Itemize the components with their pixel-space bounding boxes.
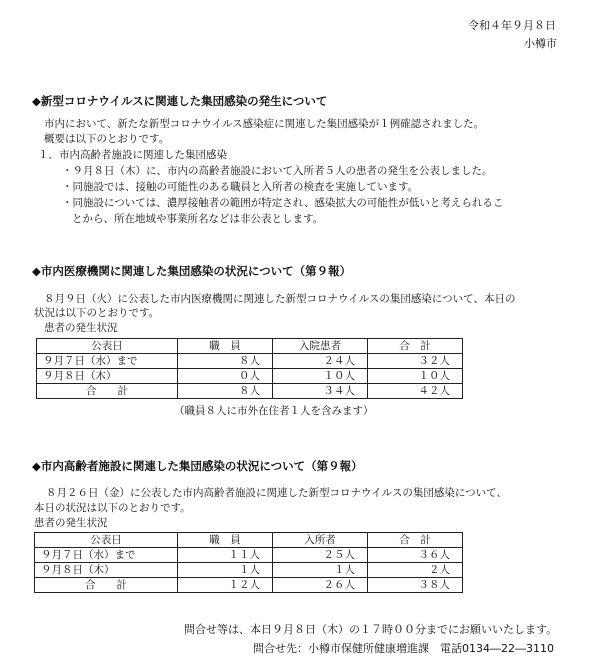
row-total: ３８人 — [368, 578, 463, 593]
header-residents: 入所者 — [273, 533, 368, 548]
row-date: ９月７日（水）まで — [35, 548, 178, 563]
header-total: 合 計 — [368, 533, 463, 548]
row-total: ３６人 — [368, 548, 463, 563]
inquiry-deadline: 問合せ等は、本日９月８日（木）の１７時００分までにお願いいたします。 — [184, 623, 558, 636]
header-date: 公表日 — [37, 339, 178, 354]
table-row — [37, 369, 463, 384]
section1-bullet-1: ・９月８日（木）に、市内の高齢者施設において入所者５人の患者の発生を公表しました。 — [62, 165, 493, 177]
row-staff: １１人 — [178, 548, 273, 563]
table-row — [35, 548, 463, 563]
section1-intro-line1: 市内において、新たな新型コロナウイルス感染症に関連した集団感染が１例確認されました。 — [44, 118, 485, 130]
row-residents: ２５人 — [273, 548, 368, 563]
issuer-city: 小樽市 — [524, 37, 557, 50]
row-date: ９月７日（水）まで — [37, 354, 178, 369]
row-staff: ８人 — [178, 354, 273, 369]
row-date: ９月８日（木） — [35, 563, 178, 578]
medical-cluster-table — [36, 338, 463, 399]
row-staff: ８人 — [178, 384, 273, 399]
section1-bullet-3: ・同施設については、濃厚接触者の範囲が特定され、感染拡大の可能性が低いと考えられるこ — [62, 197, 504, 209]
row-total: ２人 — [368, 563, 463, 578]
table-total-row — [37, 384, 463, 399]
row-total: ３２人 — [368, 354, 463, 369]
section2-table-caption: 患者の発生状況 — [44, 322, 118, 334]
section2-title: ◆市内医療機関に関連した集団感染の状況について（第９報） — [32, 264, 352, 278]
row-date: 合 計 — [35, 578, 178, 593]
row-inpatients: ３４人 — [273, 384, 368, 399]
row-staff: １２人 — [178, 578, 273, 593]
row-total: ４２人 — [368, 384, 463, 399]
header-staff: 職 員 — [178, 533, 273, 548]
row-date: 合 計 — [37, 384, 178, 399]
section3-intro-line2: 本日の状況は以下のとおりです。 — [34, 502, 191, 514]
row-inpatients: ２４人 — [273, 354, 368, 369]
elderly-facility-cluster-table — [34, 532, 463, 593]
table-header-row — [35, 533, 463, 548]
table-row — [37, 354, 463, 369]
section1-bullet-2: ・同施設では、接触の可能性のある職員と入所者の検査を実施しています。 — [62, 181, 419, 193]
row-staff: １人 — [178, 563, 273, 578]
section2-intro-line2: 状況は以下のとおりです。 — [34, 307, 160, 319]
section1-item-heading: １．市内高齢者施設に関連した集団感染 — [38, 149, 227, 161]
row-date: ９月８日（木） — [37, 369, 178, 384]
section2-table-note: （職員８人に市外在住者１人を含みます） — [174, 405, 374, 417]
row-inpatients: １０人 — [273, 369, 368, 384]
row-total: １０人 — [368, 369, 463, 384]
table-total-row — [35, 578, 463, 593]
section2-intro-line1: ８月９日（火）に公表した市内医療機関に関連した新型コロナウイルスの集団感染について、本日の — [44, 293, 516, 305]
header-staff: 職 員 — [178, 339, 273, 354]
header-date: 公表日 — [35, 533, 178, 548]
document-date: 令和４年９月８日 — [468, 19, 556, 32]
section1-bullet-3-cont: とから、所在地域や事業所名などは非公表とします。 — [72, 213, 324, 225]
row-residents: ２６人 — [273, 578, 368, 593]
contact-info: 問合せ先：小樽市保健所健康増進課 電話0134―22―3110 — [253, 642, 554, 655]
section3-title: ◆市内高齢者施設に関連した集団感染の状況について（第９報） — [32, 459, 363, 473]
section3-intro-line1: ８月２６日（金）に公表した市内高齢者施設に関連した新型コロナウイルスの集団感染について、 — [46, 487, 507, 499]
table-row — [35, 563, 463, 578]
table-header-row — [37, 339, 463, 354]
section1-title: ◆新型コロナウイルスに関連した集団感染の発生について — [32, 94, 328, 108]
header-inpatients: 入院患者 — [273, 339, 368, 354]
section1-intro-line2: 概要は以下のとおりです。 — [44, 133, 170, 145]
row-residents: １人 — [273, 563, 368, 578]
header-total: 合 計 — [368, 339, 463, 354]
row-staff: ０人 — [178, 369, 273, 384]
section3-table-caption: 患者の発生状況 — [34, 517, 108, 529]
